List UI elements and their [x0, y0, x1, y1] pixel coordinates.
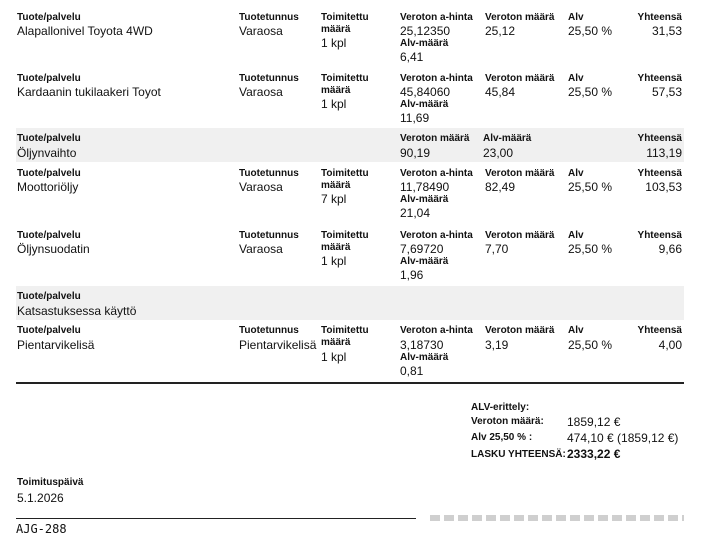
col-header-total: Yhteensä	[637, 168, 682, 179]
col-header-product: Tuote/palvelu	[17, 291, 81, 302]
col-header-total: Yhteensä	[637, 12, 682, 23]
col-header-code: Tuotetunnus	[239, 230, 299, 241]
row-total: 9,66	[658, 242, 682, 256]
vat-summary-net-value: 1859,12 €	[567, 415, 621, 429]
vat-amount-label: Alv-määrä	[400, 194, 449, 205]
row-total: 113,19	[646, 146, 682, 160]
vat-amount-label: Alv-määrä	[400, 99, 449, 110]
col-header-total: Yhteensä	[637, 133, 682, 144]
unit-price: 7,69720	[400, 242, 444, 256]
footer-rule	[16, 518, 416, 519]
net-amount: 7,70	[485, 242, 509, 256]
delivery-date: 5.1.2026	[17, 491, 64, 505]
col-header-unit-price: Veroton a-hinta	[400, 230, 473, 241]
col-header-net: Veroton määrä	[400, 133, 470, 144]
product-code: Pientarvikelisä	[239, 338, 317, 352]
vat-amount: 0,81	[400, 364, 424, 378]
product-name: Öljynvaihto	[17, 146, 77, 160]
vat-summary-net-label: Veroton määrä:	[471, 416, 544, 427]
unit-price: 25,12350	[400, 24, 451, 38]
vat-rate: 25,50 %	[568, 24, 613, 38]
col-header-code: Tuotetunnus	[239, 325, 299, 336]
vat-amount: 1,96	[400, 268, 424, 282]
col-header-total: Yhteensä	[637, 230, 682, 241]
product-name: Öljynsuodatin	[17, 242, 90, 256]
col-header-delivered-2: määrä	[321, 337, 351, 348]
col-header-unit-price: Veroton a-hinta	[400, 325, 473, 336]
vat-rate: 25,50 %	[568, 180, 613, 194]
net-amount: 90,19	[400, 146, 431, 160]
delivered-qty: 7 kpl	[321, 192, 347, 206]
col-header-code: Tuotetunnus	[239, 168, 299, 179]
vat-rate: 25,50 %	[568, 85, 613, 99]
product-name: Pientarvikelisä	[17, 338, 95, 352]
vat-summary-vat-value: 474,10 € (1859,12 €)	[567, 431, 679, 445]
col-header-delivered: Toimitettu	[321, 325, 369, 336]
col-header-vat: Alv	[568, 12, 584, 23]
col-header-vat: Alv	[568, 168, 584, 179]
product-name: Kardaanin tukilaakeri Toyot	[17, 85, 161, 99]
col-header-product: Tuote/palvelu	[17, 325, 81, 336]
col-header-product: Tuote/palvelu	[17, 230, 81, 241]
col-header-vat: Alv	[568, 230, 584, 241]
registration-number: AJG-288	[16, 522, 67, 536]
product-code: Varaosa	[239, 85, 283, 99]
invoice-total-value: 2333,22 €	[567, 447, 621, 461]
col-header-net: Veroton määrä	[485, 73, 555, 84]
product-name: Alapallonivel Toyota 4WD	[17, 24, 153, 38]
col-header-delivered-2: määrä	[321, 85, 351, 96]
unit-price: 45,84060	[400, 85, 451, 99]
vat-rate: 25,50 %	[568, 242, 613, 256]
product-code: Varaosa	[239, 24, 283, 38]
row-total: 57,53	[651, 85, 682, 99]
vat-summary-vat-label: Alv 25,50 % :	[471, 432, 533, 443]
col-header-unit-price: Veroton a-hinta	[400, 73, 473, 84]
delivered-qty: 1 kpl	[321, 36, 347, 50]
col-header-delivered-2: määrä	[321, 242, 351, 253]
vat-amount: 6,41	[400, 50, 424, 64]
col-header-unit-price: Veroton a-hinta	[400, 12, 473, 23]
net-amount: 3,19	[485, 338, 509, 352]
service-row	[16, 128, 684, 162]
col-header-delivered: Toimitettu	[321, 12, 369, 23]
col-header-net: Veroton määrä	[485, 230, 555, 241]
vat-amount-label: Alv-määrä	[400, 256, 449, 267]
col-header-net: Veroton määrä	[485, 12, 555, 23]
col-header-code: Tuotetunnus	[239, 73, 299, 84]
net-amount: 82,49	[485, 180, 516, 194]
col-header-delivered-2: määrä	[321, 180, 351, 191]
vat-amount: 11,69	[400, 111, 430, 125]
net-amount: 25,12	[485, 24, 516, 38]
table-bottom-rule	[16, 382, 684, 384]
delivered-qty: 1 kpl	[321, 350, 347, 364]
col-header-total: Yhteensä	[637, 73, 682, 84]
col-header-product: Tuote/palvelu	[17, 133, 81, 144]
row-total: 4,00	[658, 338, 682, 352]
col-header-product: Tuote/palvelu	[17, 73, 81, 84]
unit-price: 3,18730	[400, 338, 444, 352]
product-code: Varaosa	[239, 242, 283, 256]
col-header-net: Veroton määrä	[485, 325, 555, 336]
delivered-qty: 1 kpl	[321, 254, 347, 268]
col-header-delivered: Toimitettu	[321, 73, 369, 84]
col-header-vat: Alv	[568, 73, 584, 84]
col-header-vat: Alv	[568, 325, 584, 336]
product-code: Varaosa	[239, 180, 283, 194]
col-header-code: Tuotetunnus	[239, 12, 299, 23]
col-header-unit-price: Veroton a-hinta	[400, 168, 473, 179]
row-total: 103,53	[645, 180, 682, 194]
row-total: 31,53	[651, 24, 682, 38]
col-header-delivered-2: määrä	[321, 24, 351, 35]
net-amount: 45,84	[485, 85, 516, 99]
col-header-delivered: Toimitettu	[321, 168, 369, 179]
delivery-date-label: Toimituspäivä	[17, 477, 84, 488]
unit-price: 11,78490	[400, 180, 450, 194]
vat-amount: 21,04	[400, 206, 431, 220]
vat-rate: 25,50 %	[568, 338, 613, 352]
vat-amount-label: Alv-määrä	[400, 352, 449, 363]
col-header-vat-amount: Alv-määrä	[483, 133, 532, 144]
col-header-product: Tuote/palvelu	[17, 12, 81, 23]
vat-amount-label: Alv-määrä	[400, 38, 449, 49]
product-name: Katsastuksessa käyttö	[17, 304, 137, 318]
vat-summary-title: ALV-erittely:	[471, 402, 530, 413]
invoice-total-label: LASKU YHTEENSÄ:	[471, 449, 566, 460]
col-header-delivered: Toimitettu	[321, 230, 369, 241]
product-name: Moottoriöljy	[17, 180, 79, 194]
col-header-total: Yhteensä	[637, 325, 682, 336]
delivered-qty: 1 kpl	[321, 97, 347, 111]
col-header-product: Tuote/palvelu	[17, 168, 81, 179]
col-header-net: Veroton määrä	[485, 168, 555, 179]
vat-amount: 23,00	[483, 146, 514, 160]
footer-barcode-strip	[430, 515, 684, 521]
